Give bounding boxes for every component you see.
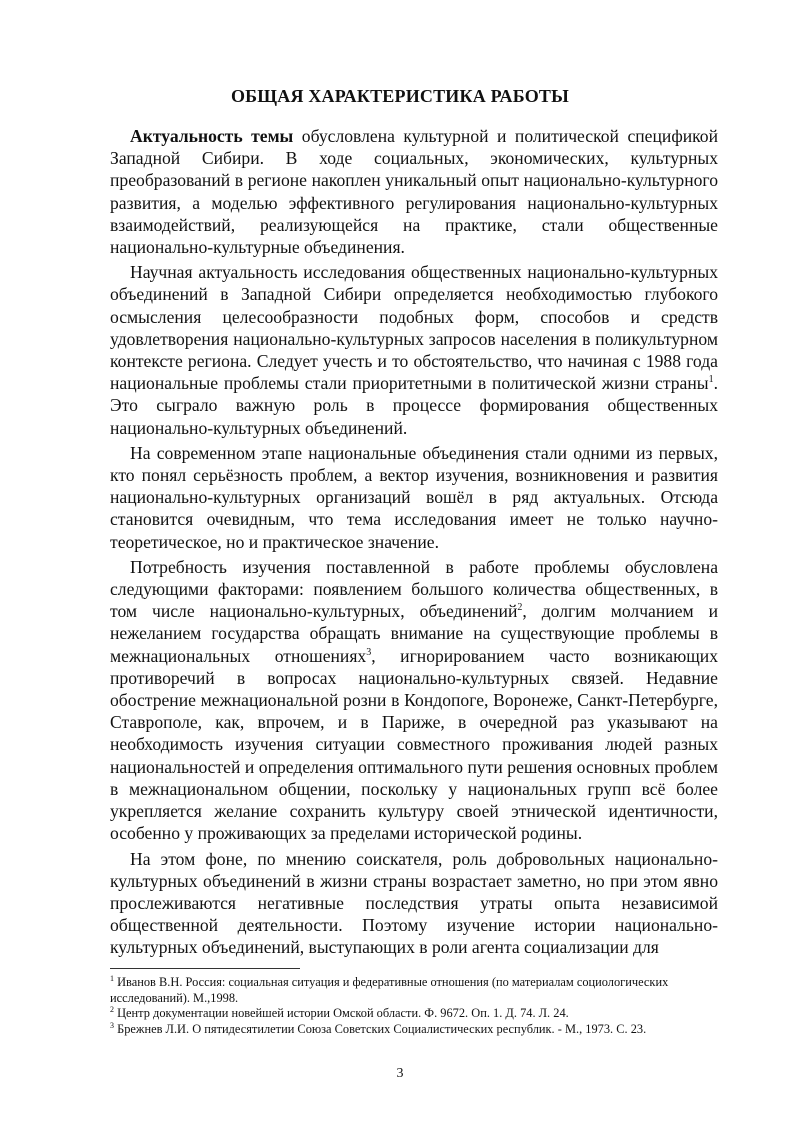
- body-text: [110, 125, 718, 962]
- footnote-text: Брежнев Л.И. О пятидесятилетии Союза Советских Социалистических республик. - М., 1973. С. 23.: [114, 1021, 647, 1036]
- footnote-reference: 3: [366, 646, 372, 658]
- text-run: , игнорированием часто возникающих противоречий в вопросах национально-культурных связей. Недавние обострение межнациональной розни в Кондопоге, Воронеже, Санкт-Петербурге, Ставрополе, как, впрочем, и в Париже, в очередной раз указывают на необходимость изучения ситуации совместного проживания людей разных национальностей и определения оптимального пути решения основных проблем в межнациональном общении, поскольку у национальных групп всё более укрепляется желание сохранить культуру своей этнической идентичности, особенно у проживающих за пределами исторической родины.: [110, 645, 718, 844]
- footnote: [110, 1022, 720, 1038]
- paragraph: [110, 848, 718, 959]
- footnote-reference: 2: [517, 602, 523, 614]
- footnote: [110, 1006, 720, 1022]
- text-run: На современном этапе национальные объединения стали одними из первых, кто понял серьёзность проблем, а вектор изучения, возникновения и развития национально-культурных организаций вошёл в ряд актуальных. Отсюда становится очевидным, что тема исследования имеет не только научно-теоретическое, но и практическое значение.: [110, 442, 718, 552]
- footnote-divider: [110, 968, 300, 969]
- text-run: Потребность изучения поставленной в работе проблемы обусловлена следующими факторами: появлением большого количества общественных, в том числе национально-культурных, объединений: [110, 556, 718, 622]
- paragraph: [110, 125, 718, 258]
- footnote: [110, 975, 720, 1006]
- text-run: На этом фоне, по мнению соискателя, роль добровольных национально-культурных объединений в жизни страны возрастает заметно, но при этом явно прослеживаются негативные последствия утраты опыта независимой общественной деятельности. Поэтому изучение истории национально-культурных объединений, выступающих в роли агента социализации для: [110, 848, 718, 958]
- footnote-text: Иванов В.Н. Россия: социальная ситуация и федеративные отношения (по материалам социологических исследований). М.,1998.: [110, 975, 669, 1005]
- paragraph: [110, 556, 718, 845]
- footnote-text: Центр документации новейшей истории Омской области. Ф. 9672. Оп. 1. Д. 74. Л. 24.: [114, 1006, 569, 1020]
- page-title: ОБЩАЯ ХАРАКТЕРИСТИКА РАБОТЫ: [230, 86, 570, 106]
- text-run: . Это сыграло важную роль в процессе формирования общественных национально-культурных объединений.: [110, 373, 718, 438]
- page-number: 3: [396, 1066, 404, 1081]
- paragraph: [110, 442, 718, 553]
- footnote-number: 3: [110, 1020, 114, 1030]
- text-run: Научная актуальность исследования общественных национально-культурных объединений в Западной Сибири определяется необходимостью глубокого осмысления целесообразности подобных форм, способов и средств удовлетворения национально-культурных запросов населения в поликультурном контексте региона. Следует учесть и то обстоятельство, что начиная с 1988 года национальные проблемы стали приоритетными в политической жизни страны: [110, 262, 718, 394]
- text-run: обусловлена культурной и политической спецификой Западной Сибири. В ходе социальных, экономических, культурных преобразований в регионе накоплен уникальный опыт национально-культурного развития, а моделью эффективного регулирования национально-культурных взаимодействий, реализующейся на практике, стали общественные национально-культурные объединения.: [110, 126, 718, 258]
- footnote-number: 2: [110, 1004, 114, 1014]
- paragraph: [110, 261, 718, 439]
- text-run: , долгим молчанием и нежеланием государства обращать внимание на существующие проблемы в межнациональных отношениях: [110, 601, 718, 666]
- footnote-number: 1: [110, 973, 114, 983]
- footnotes: [110, 975, 720, 1037]
- paragraph-lead: Актуальность темы: [130, 126, 294, 146]
- footnote-reference: 1: [708, 374, 714, 386]
